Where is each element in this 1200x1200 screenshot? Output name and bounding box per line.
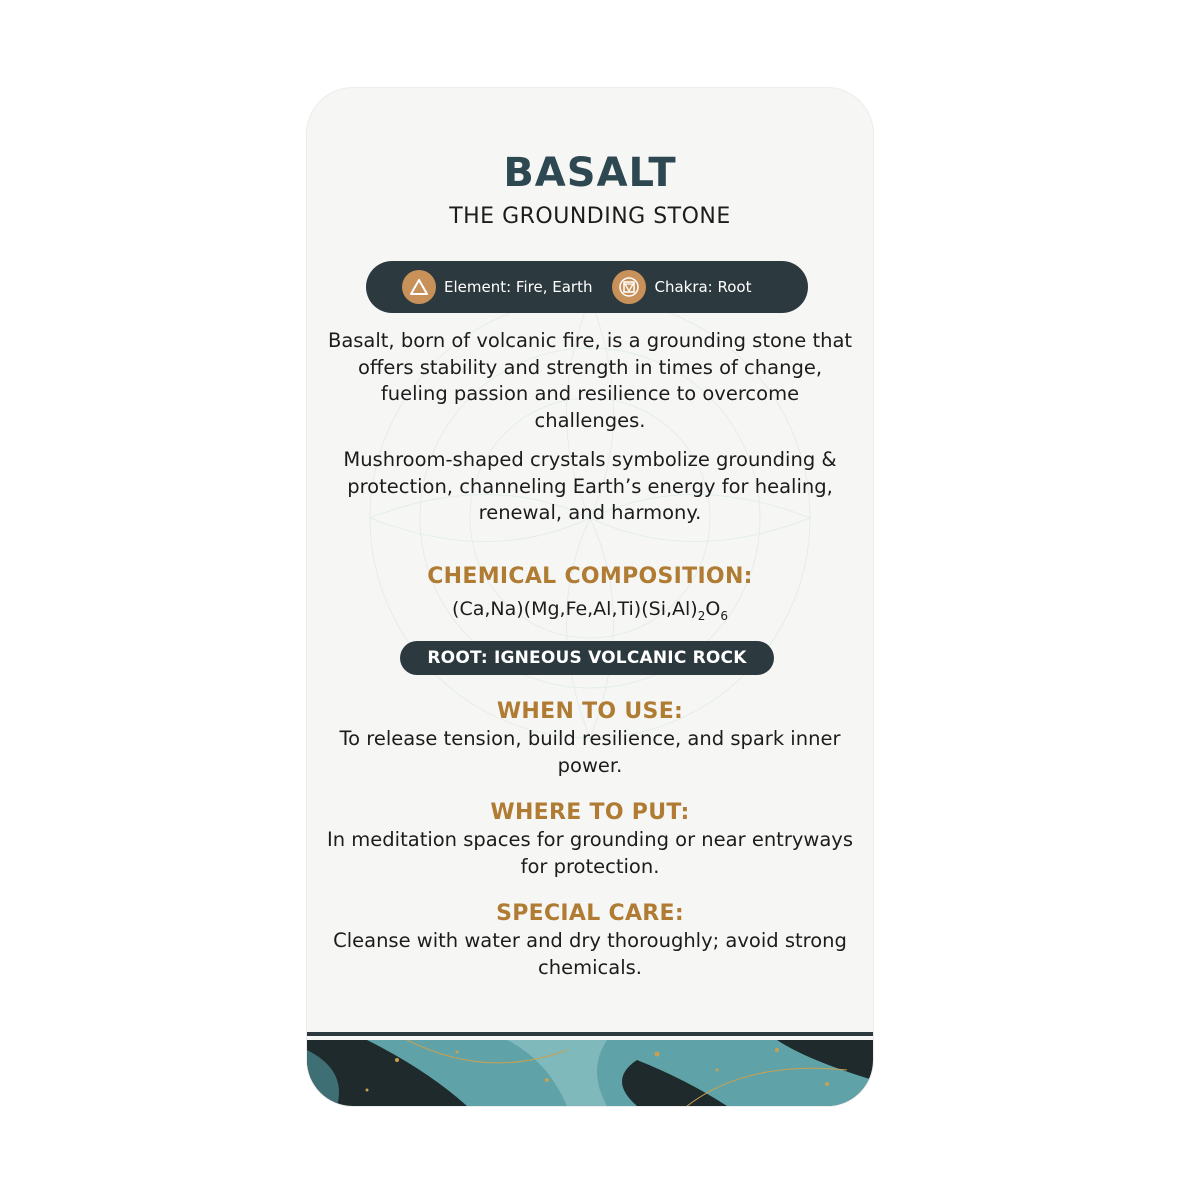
- chemical-formula: [307, 598, 873, 623]
- marble-footer-band: [307, 1040, 873, 1106]
- chakra-attribute: [612, 270, 751, 304]
- description-paragraph-2: Mushroom-shaped crystals symbolize grounding & protection, channeling Earth’s energy for healing, renewal, and harmony.: [343, 448, 837, 524]
- crystal-info-card: [307, 88, 873, 1106]
- footer-divider: [307, 1032, 873, 1036]
- formula-main: (Ca,Na)(Mg,Fe,Al,Ti)(Si,Al): [452, 598, 698, 620]
- marble-pattern: [307, 1040, 873, 1106]
- where-to-put-heading: WHERE TO PUT:: [490, 800, 690, 825]
- chemical-composition-heading: CHEMICAL COMPOSITION:: [427, 564, 753, 589]
- when-to-use-heading: WHEN TO USE:: [496, 699, 684, 724]
- when-to-use-body: To release tension, build resilience, and spark inner power.: [339, 727, 841, 777]
- triangle-icon: [402, 270, 436, 304]
- formula-subscript-2: 2: [697, 608, 706, 623]
- chakra-label: Chakra: Root: [654, 278, 752, 296]
- element-attribute: [402, 270, 592, 304]
- element-label: Element: Fire, Earth: [444, 278, 593, 296]
- stone-subtitle: THE GROUNDING STONE: [449, 204, 731, 229]
- attributes-pill: [366, 261, 808, 313]
- formula-oxygen: O: [705, 598, 721, 620]
- special-care-body: Cleanse with water and dry thoroughly; avoid strong chemicals.: [333, 929, 847, 979]
- special-care-heading: SPECIAL CARE:: [496, 901, 684, 926]
- formula-subscript-6: 6: [720, 608, 728, 623]
- root-chakra-icon: [612, 270, 646, 304]
- where-to-put-body: In meditation spaces for grounding or near entryways for protection.: [327, 828, 853, 878]
- stone-title: BASALT: [503, 150, 677, 196]
- description-paragraph-1: Basalt, born of volcanic fire, is a grounding stone that offers stability and strength in times of change, fueling passion and resilience to overcome challenges.: [327, 329, 853, 432]
- root-pill: ROOT: IGNEOUS VOLCANIC ROCK: [400, 641, 774, 675]
